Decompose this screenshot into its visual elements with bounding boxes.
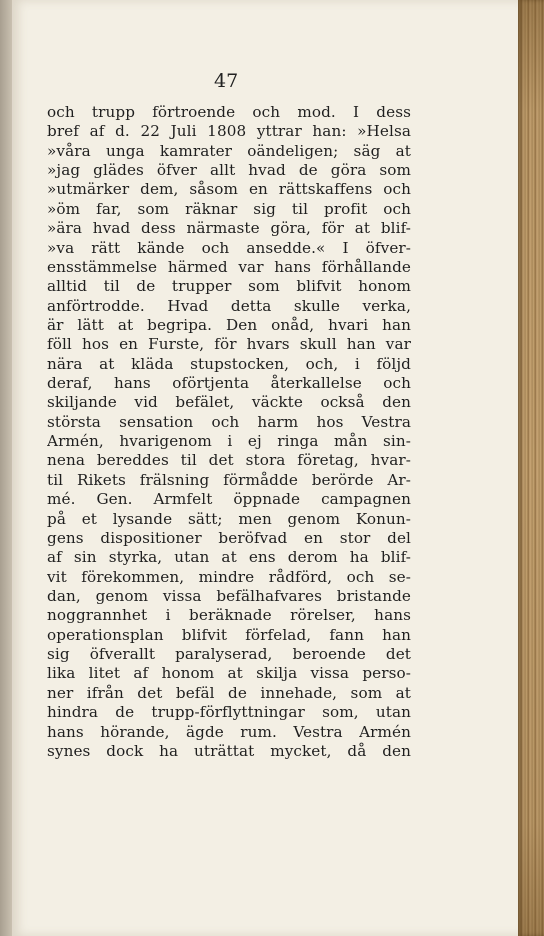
body-text — [47, 103, 411, 761]
text-line: til Rikets frälsning förmådde berörde Ar- — [47, 470, 411, 489]
text-line: »jag glädes öfver allt hvad de göra som — [47, 161, 411, 180]
text-line: hindra de trupp-förflyttningar som, utan — [47, 703, 411, 722]
text-line: ensstämmelse härmed var hans förhållande — [47, 257, 411, 276]
text-line: vit förekommen, mindre rådförd, och se- — [47, 567, 411, 586]
page-number: 47 — [214, 70, 239, 92]
text-line: lika litet af honom at skilja vissa perso- — [47, 664, 411, 683]
text-line: nära at kläda stupstocken, och, i följd — [47, 354, 411, 373]
text-line: sig öfverallt paralyserad, beroende det — [47, 645, 411, 664]
text-line: gens dispositioner beröfvad en stor del — [47, 528, 411, 547]
page-fore-edge — [518, 0, 544, 936]
text-line: bref af d. 22 Juli 1808 yttrar han: »Helsa — [47, 122, 411, 141]
text-line: och trupp förtroende och mod. I dess — [47, 103, 411, 121]
text-line: ner ifrån det befäl de innehade, som at — [47, 683, 411, 702]
text-line: anförtrodde. Hvad detta skulle verka, — [47, 296, 411, 315]
text-line: föll hos en Furste, för hvars skull han var — [47, 335, 411, 354]
text-line: af sin styrka, utan at ens derom ha blif- — [47, 548, 411, 567]
text-line: skiljande vid befälet, väckte också den — [47, 393, 411, 412]
text-line: på et lysande sätt; men genom Konun- — [47, 509, 411, 528]
text-line: alltid til de trupper som blifvit honom — [47, 277, 411, 296]
text-line: dan, genom vissa befälhafvares bristande — [47, 586, 411, 605]
text-line: nena bereddes til det stora företag, hvar- — [47, 451, 411, 470]
text-line: operationsplan blifvit förfelad, fann han — [47, 625, 411, 644]
text-line: »våra unga kamrater oändeligen; säg at — [47, 141, 411, 160]
text-line: mé. Gen. Armfelt öppnade campagnen — [47, 490, 411, 509]
text-line: »öm far, som räknar sig til profit och — [47, 199, 411, 218]
text-line: största sensation och harm hos Vestra — [47, 412, 411, 431]
text-line: hans hörande, ägde rum. Vestra Armén — [47, 722, 411, 741]
text-line: är lätt at begripa. Den onåd, hvari han — [47, 315, 411, 334]
text-line: »va rätt kände och ansedde.« I öfver- — [47, 238, 411, 257]
text-line: »utmärker dem, såsom en rättskaffens och — [47, 180, 411, 199]
text-line: noggrannhet i beräknade rörelser, hans — [47, 606, 411, 625]
text-line: Armén, hvarigenom i ej ringa mån sin- — [47, 432, 411, 451]
text-line: »ära hvad dess närmaste göra, för at blif- — [47, 219, 411, 238]
text-line: deraf, hans oförtjenta återkallelse och — [47, 374, 411, 393]
text-line: synes dock ha uträttat mycket, då den — [47, 741, 411, 760]
